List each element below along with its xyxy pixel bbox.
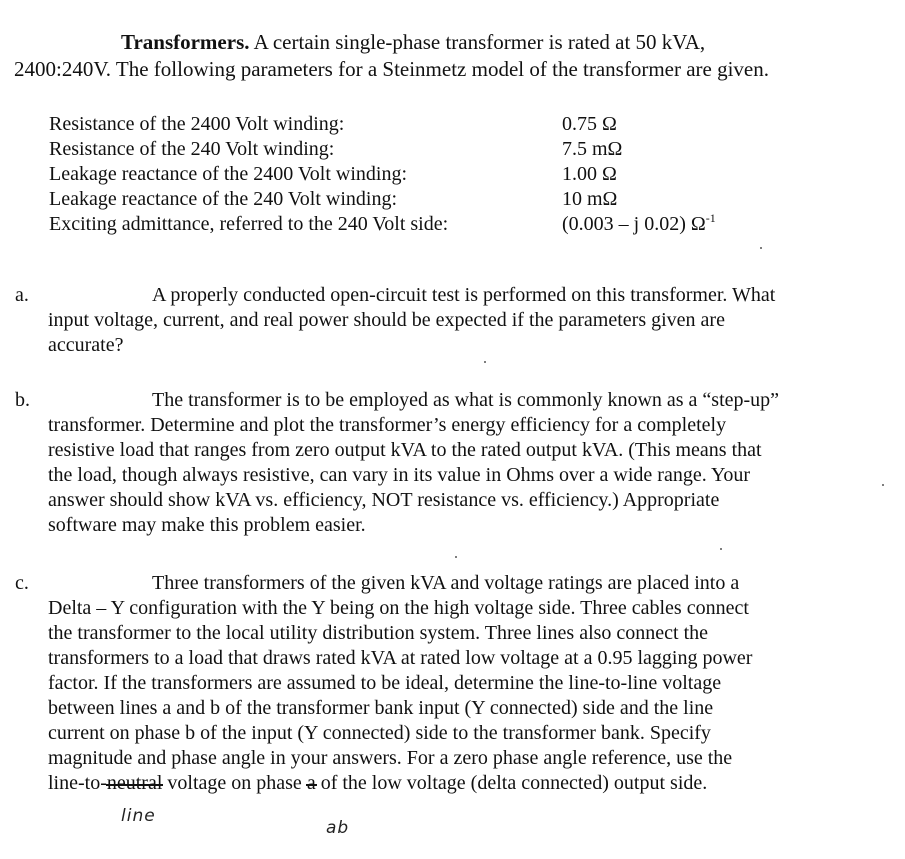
question-letter: a.	[15, 284, 29, 306]
last-line-before: line-to-	[48, 772, 107, 794]
question-line: magnitude and phase angle in your answers. For a zero phase angle reference, use the	[48, 747, 733, 769]
question-letter: b.	[15, 389, 30, 411]
handwritten-line-annotation: line	[121, 806, 156, 826]
question-line: Delta – Y configuration with the Y being on the high voltage side. Three cables connect	[48, 597, 749, 619]
question-line: transformers to a load that draws rated kVA at rated low voltage at a 0.95 lagging power	[48, 647, 753, 669]
question-line: factor. If the transformers are assumed to be ideal, determine the line-to-line voltage	[48, 672, 722, 694]
parameter-label: Exciting admittance, referred to the 240 Volt side:	[49, 213, 449, 235]
question-line: A properly conducted open-circuit test is performed on this transformer. What	[152, 284, 776, 306]
scan-speck	[455, 556, 457, 558]
handwritten-ab-annotation: ab	[326, 818, 350, 838]
question-line: between lines a and b of the transformer bank input (Y connected) side and the line	[48, 697, 714, 719]
title-line-2: 2400:240V. The following parameters for a Steinmetz model of the transformer are given.	[14, 57, 770, 81]
question-line: The transformer is to be employed as what is commonly known as a “step-up”	[152, 389, 780, 411]
parameter-label: Resistance of the 2400 Volt winding:	[49, 113, 345, 135]
title-bold: Transformers.	[121, 30, 250, 54]
question-text	[48, 283, 879, 358]
scan-speck	[484, 361, 486, 363]
parameter-row	[49, 137, 849, 162]
parameter-value: 0.75 Ω	[562, 113, 617, 135]
parameter-label: Leakage reactance of the 240 Volt winding:	[49, 188, 398, 210]
title-rest: A certain single-phase transformer is rated at 50 kVA,	[249, 30, 706, 54]
parameter-row	[49, 187, 849, 212]
question-line: answer should show kVA vs. efficiency, NOT resistance vs. efficiency.) Appropriate	[48, 489, 720, 511]
question-line: input voltage, current, and real power should be expected if the parameters given are	[48, 309, 725, 331]
question-line: the load, though always resistive, can vary in its value in Ohms over a wide range. Your	[48, 464, 751, 486]
question-text	[48, 571, 879, 796]
question-line: software may make this problem easier.	[48, 514, 366, 536]
scan-speck	[720, 548, 722, 550]
parameter-row	[49, 162, 849, 187]
parameter-value: 10 mΩ	[562, 188, 618, 210]
question-letter: c.	[15, 572, 29, 594]
struck-phase-letter: a	[306, 772, 316, 794]
question-line: current on phase b of the input (Y connected) side to the transformer bank. Specify	[48, 722, 711, 744]
scan-speck	[882, 484, 884, 486]
parameter-row	[49, 212, 849, 237]
question-line: transformer. Determine and plot the transformer’s energy efficiency for a completely	[48, 414, 727, 436]
question-last-line	[48, 771, 879, 796]
scan-speck	[760, 247, 762, 249]
title-line-1	[121, 30, 705, 54]
parameter-value: 7.5 mΩ	[562, 138, 623, 160]
parameter-table	[49, 112, 849, 237]
admittance-exponent: -1	[705, 211, 716, 225]
question-line: accurate?	[48, 334, 124, 356]
question-line: Three transformers of the given kVA and voltage ratings are placed into a	[152, 572, 740, 594]
parameter-value	[562, 212, 716, 239]
admittance-value: (0.003 – j 0.02) Ω	[562, 213, 706, 235]
struck-word-neutral: neutral	[106, 772, 163, 794]
parameter-label: Leakage reactance of the 2400 Volt winding:	[49, 163, 408, 185]
question-line: resistive load that ranges from zero output kVA to the rated output kVA. (This means that	[48, 439, 762, 461]
last-line-middle: voltage on phase	[162, 772, 307, 794]
question-text	[48, 388, 879, 538]
parameter-value: 1.00 Ω	[562, 163, 617, 185]
parameter-label: Resistance of the 240 Volt winding:	[49, 138, 335, 160]
parameter-row	[49, 112, 849, 137]
last-line-after: of the low voltage (delta connected) output side.	[315, 772, 708, 794]
question-line: the transformer to the local utility distribution system. Three lines also connect the	[48, 622, 709, 644]
